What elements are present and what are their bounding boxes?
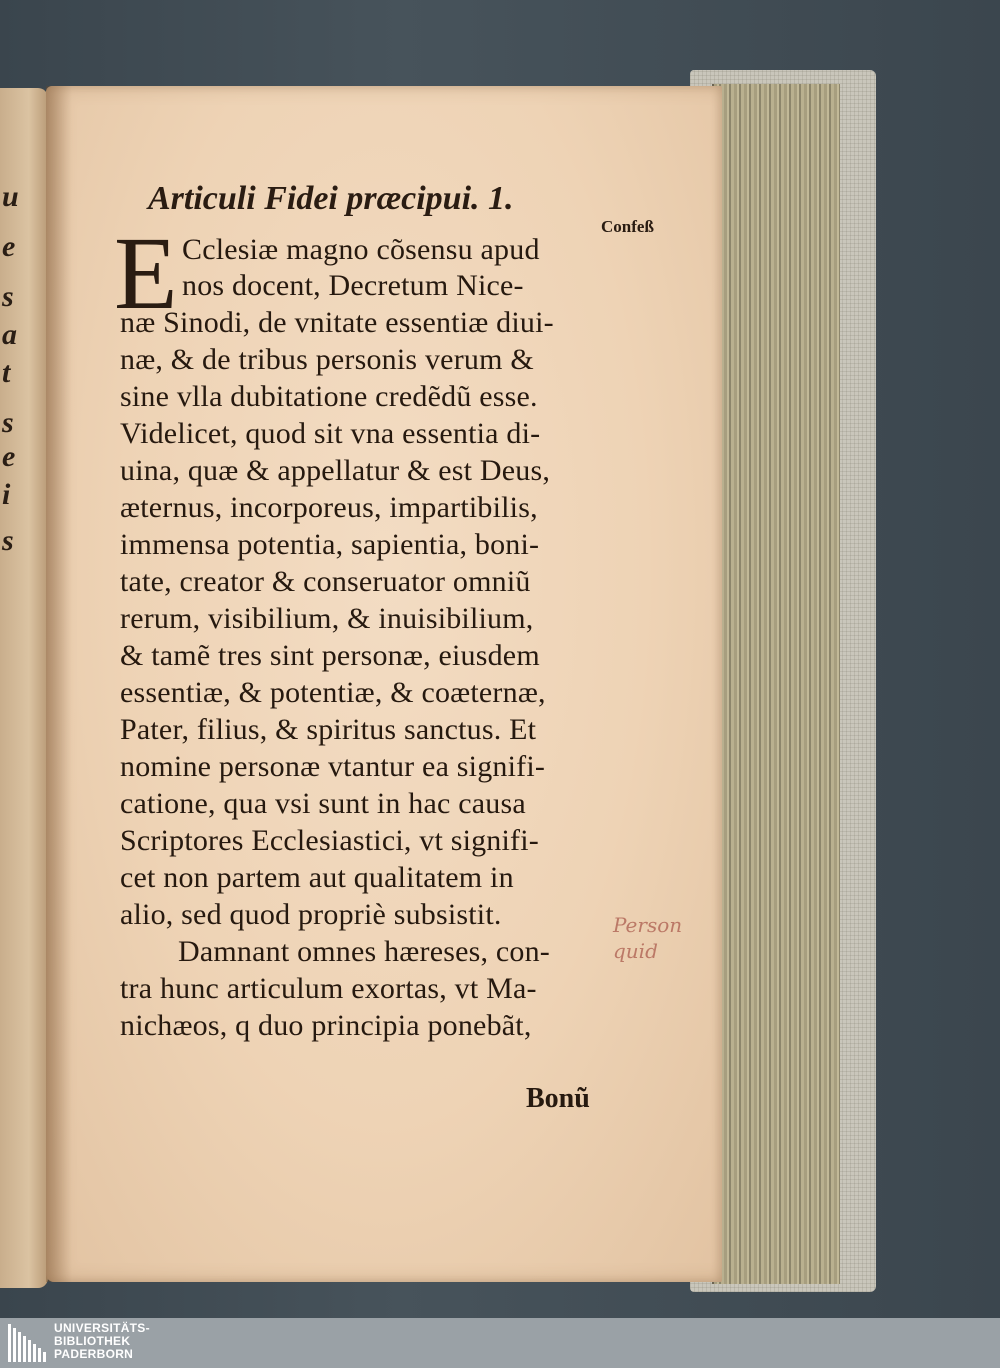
- text-line: næ Sinodi, de vnitate essentiæ diui-: [120, 306, 554, 339]
- text-line: rerum, visibilium, & inuisibilium,: [120, 602, 534, 635]
- handwritten-note-line: quid: [613, 939, 658, 963]
- handwritten-note-line: Person: [613, 913, 683, 937]
- library-name: [54, 1322, 150, 1361]
- text-line: nichæos, q duo principia ponebãt,: [120, 1009, 532, 1042]
- library-logo-icon: [8, 1324, 48, 1362]
- catchword: Bonũ: [526, 1083, 590, 1114]
- text-line: sine vlla dubitatione credẽdũ esse.: [120, 380, 538, 413]
- left-page-char: s: [2, 280, 14, 313]
- text-line: alio, sed quod propriè subsistit.: [120, 898, 502, 931]
- left-page-char: e: [2, 440, 16, 473]
- text-line: & tamẽ tres sint personæ, eiusdem: [120, 639, 540, 672]
- text-line: tate, creator & conseruator omniũ: [120, 565, 531, 598]
- left-page-char: i: [2, 478, 11, 511]
- text-line: næ, & de tribus personis verum &: [120, 343, 534, 376]
- marginal-note: Confeß: [601, 217, 654, 236]
- text-line: Scriptores Ecclesiastici, vt signifi-: [120, 824, 539, 857]
- text-line: Damnant omnes hæreses, con-: [178, 935, 550, 968]
- left-page-char: a: [2, 318, 17, 351]
- left-page-char: s: [2, 406, 14, 439]
- text-line: nos docent, Decretum Nice-: [182, 269, 524, 302]
- text-line: tra hunc articulum exortas, vt Ma-: [120, 972, 537, 1005]
- left-page-char: e: [2, 230, 16, 263]
- text-line: immensa potentia, sapientia, boni-: [120, 528, 540, 561]
- page-edges: [712, 84, 840, 1284]
- text-line: essentiæ, & potentiæ, & coæternæ,: [120, 676, 546, 709]
- page-heading: Articuli Fidei præcipui. 1.: [148, 180, 514, 217]
- text-line: catione, qua vsi sunt in hac causa: [120, 787, 526, 820]
- drop-cap: E: [114, 216, 178, 331]
- library-name-line: PADERBORN: [54, 1347, 134, 1361]
- library-footer: [0, 1318, 1000, 1368]
- left-page-char: s: [2, 524, 14, 557]
- text-line: æternus, incorporeus, impartibilis,: [120, 491, 538, 524]
- library-name-line: BIBLIOTHEK: [54, 1334, 131, 1348]
- page-gutter: [46, 86, 72, 1282]
- left-page-char: t: [2, 356, 11, 389]
- library-name-line: UNIVERSITÄTS-: [54, 1321, 150, 1335]
- text-line: Videlicet, quod sit vna essentia di-: [120, 417, 541, 450]
- text-line: cet non partem aut qualitatem in: [120, 861, 514, 894]
- text-line: uina, quæ & appellatur & est Deus,: [120, 454, 551, 487]
- text-line: nomine personæ vtantur ea signifi-: [120, 750, 546, 783]
- handwritten-note: [613, 912, 682, 964]
- left-page-fragment: [0, 88, 48, 1288]
- text-line: Cclesiæ magno cõsensu apud: [182, 233, 540, 266]
- text-line: Pater, filius, & spiritus sanctus. Et: [120, 713, 537, 746]
- left-page-char: u: [2, 180, 19, 213]
